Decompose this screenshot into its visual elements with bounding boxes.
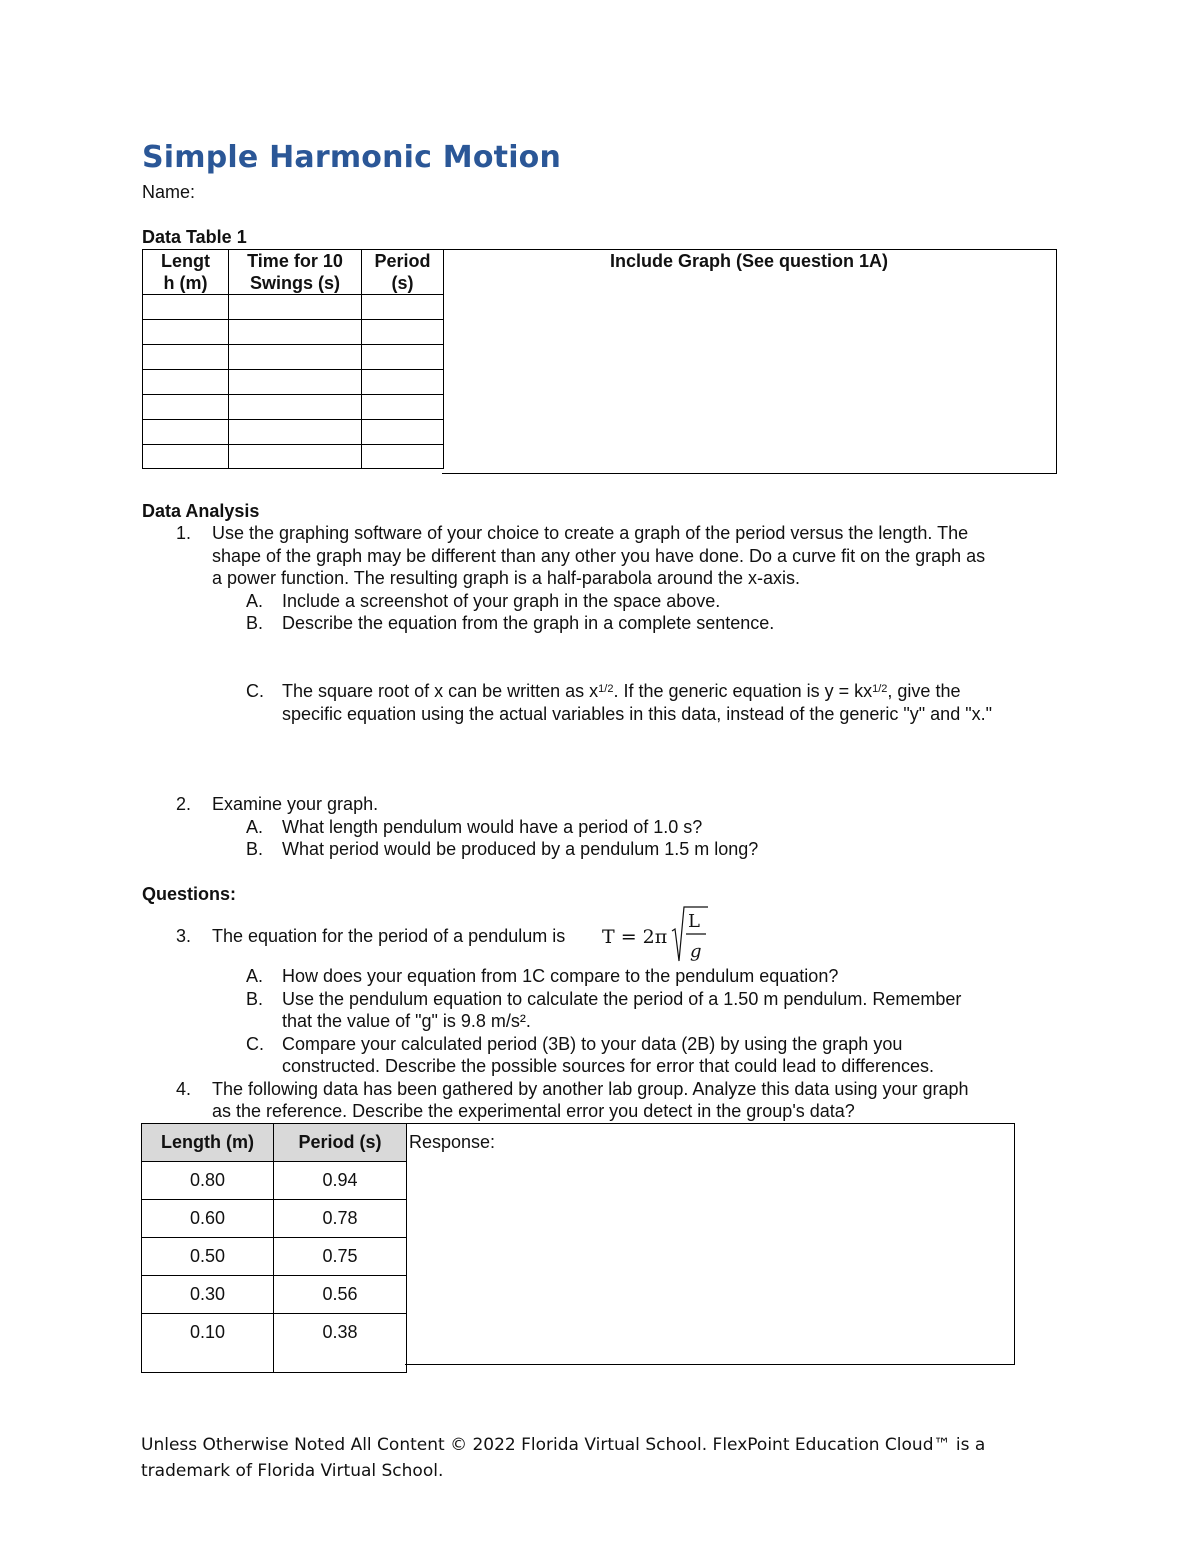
table-row xyxy=(142,1238,407,1276)
q3b-letter: B. xyxy=(246,989,264,1009)
q1c-part1: The square root of x can be written as x xyxy=(282,681,599,701)
graph-box[interactable] xyxy=(442,249,1057,474)
equation-denominator: g xyxy=(690,941,702,962)
table-row xyxy=(143,345,444,370)
data-table-1-heading: Data Table 1 xyxy=(142,227,247,247)
table-cell[interactable] xyxy=(229,320,362,345)
q1a-letter: A. xyxy=(246,591,264,611)
q3c-letter: C. xyxy=(246,1034,264,1054)
table-cell[interactable] xyxy=(362,395,444,420)
q2b-letter: B. xyxy=(246,839,264,859)
period-cell: 0.38 xyxy=(274,1314,407,1373)
table-row xyxy=(143,370,444,395)
length-cell: 0.50 xyxy=(142,1238,274,1276)
table-row xyxy=(142,1200,407,1238)
header-length-m: Length (m) xyxy=(142,1124,274,1162)
data-table-2 xyxy=(141,1123,407,1373)
q4-line-2: as the reference. Describe the experimental error you detect in the group's data? xyxy=(212,1101,855,1121)
table-cell[interactable] xyxy=(143,320,229,345)
table-cell[interactable] xyxy=(362,295,444,320)
response-label: Response: xyxy=(409,1132,496,1152)
pendulum-equation xyxy=(602,903,712,965)
q1-number: 1. xyxy=(176,523,192,543)
period-cell: 0.78 xyxy=(274,1200,407,1238)
header-length-line2: h (m) xyxy=(163,273,208,293)
period-cell: 0.94 xyxy=(274,1162,407,1200)
header-time-line1: Time for 10 xyxy=(247,251,343,271)
length-cell: 0.10 xyxy=(142,1314,274,1373)
q2b-text: What period would be produced by a pendulum 1.5 m long? xyxy=(282,839,759,859)
q1c-sup2: 1/2 xyxy=(872,683,888,695)
q2a-text: What length pendulum would have a period of 1.0 s? xyxy=(282,817,703,837)
header-period-line1: Period xyxy=(374,251,431,271)
table-cell[interactable] xyxy=(362,370,444,395)
q1a-text: Include a screenshot of your graph in the space above. xyxy=(282,591,721,611)
table-row xyxy=(143,395,444,420)
table-row xyxy=(143,420,444,445)
q1c-line-2: specific equation using the actual variables in this data, instead of the generic "y" and "x." xyxy=(282,704,992,724)
pendulum-equation-graphic xyxy=(602,903,712,965)
table-cell[interactable] xyxy=(229,370,362,395)
header-length xyxy=(143,250,229,295)
table-cell[interactable] xyxy=(229,295,362,320)
header-period-s: Period (s) xyxy=(274,1124,407,1162)
q1-line-1: Use the graphing software of your choice to create a graph of the period versus the length. The xyxy=(212,523,969,543)
q3-number: 3. xyxy=(176,926,192,946)
q1-line-2: shape of the graph may be different than any other you have done. Do a curve fit on the graph as xyxy=(212,546,986,566)
table-cell[interactable] xyxy=(362,445,444,469)
header-time-line2: Swings (s) xyxy=(249,273,340,293)
table-cell[interactable] xyxy=(229,445,362,469)
footer-line-2: trademark of Florida Virtual School. xyxy=(141,1461,444,1481)
graph-box-label: Include Graph (See question 1A) xyxy=(609,251,889,271)
q3b-line-2: that the value of "g" is 9.8 m/s². xyxy=(282,1011,531,1031)
equation-lhs: T = 2π xyxy=(602,926,668,948)
equation-numerator: L xyxy=(688,911,700,932)
length-cell: 0.60 xyxy=(142,1200,274,1238)
page-title: Simple Harmonic Motion xyxy=(142,140,562,175)
header-period xyxy=(362,250,444,295)
q1c-part3: , give the xyxy=(887,681,961,701)
table-cell[interactable] xyxy=(229,420,362,445)
q2-number: 2. xyxy=(176,794,192,814)
data-analysis-heading: Data Analysis xyxy=(142,501,260,521)
q3b-line-1: Use the pendulum equation to calculate the period of a 1.50 m pendulum. Remember xyxy=(282,989,962,1009)
table-cell[interactable] xyxy=(143,445,229,469)
q1c-sup1: 1/2 xyxy=(598,683,614,695)
table-cell[interactable] xyxy=(229,395,362,420)
length-cell: 0.80 xyxy=(142,1162,274,1200)
response-box[interactable] xyxy=(405,1123,1015,1365)
q1-line-3: a power function. The resulting graph is a half-parabola around the x-axis. xyxy=(212,568,801,588)
footer xyxy=(141,1432,1041,1484)
table-row xyxy=(142,1276,407,1314)
q4-line-1: The following data has been gathered by another lab group. Analyze this data using your graph xyxy=(212,1079,969,1099)
period-cell: 0.56 xyxy=(274,1276,407,1314)
q2-text: Examine your graph. xyxy=(212,794,379,814)
table-cell[interactable] xyxy=(362,420,444,445)
q3c-line-1: Compare your calculated period (3B) to your data (2B) by using the graph you xyxy=(282,1034,903,1054)
table-cell[interactable] xyxy=(143,345,229,370)
data-table-1 xyxy=(142,249,444,469)
q4-number: 4. xyxy=(176,1079,192,1099)
table-cell[interactable] xyxy=(362,345,444,370)
q1b-letter: B. xyxy=(246,613,264,633)
table-row xyxy=(142,1162,407,1200)
header-time xyxy=(229,250,362,295)
q1c-line-1 xyxy=(282,680,960,702)
header-period-line2: (s) xyxy=(391,273,414,293)
footer-line-1: Unless Otherwise Noted All Content © 2022 Florida Virtual School. FlexPoint Education Cloud™ is a xyxy=(141,1435,986,1455)
q3a-letter: A. xyxy=(246,966,264,986)
q3a-text: How does your equation from 1C compare to the pendulum equation? xyxy=(282,966,839,986)
q2a-letter: A. xyxy=(246,817,264,837)
table-row xyxy=(143,445,444,469)
table-cell[interactable] xyxy=(229,345,362,370)
q3c-line-2: constructed. Describe the possible sources for error that could lead to differences. xyxy=(282,1056,935,1076)
name-label: Name: xyxy=(142,182,196,202)
header-length-line1: Lengt xyxy=(161,251,210,271)
q1c-letter: C. xyxy=(246,681,264,701)
table-cell[interactable] xyxy=(143,395,229,420)
table-row xyxy=(143,295,444,320)
length-cell: 0.30 xyxy=(142,1276,274,1314)
table-cell[interactable] xyxy=(143,370,229,395)
table-cell[interactable] xyxy=(143,420,229,445)
q1c-part2: . If the generic equation is y = kx xyxy=(613,681,873,701)
table-row xyxy=(143,320,444,345)
q1b-text: Describe the equation from the graph in a complete sentence. xyxy=(282,613,775,633)
table-row xyxy=(142,1314,407,1373)
q3-text: The equation for the period of a pendulum is xyxy=(212,926,566,946)
table-cell[interactable] xyxy=(362,320,444,345)
table-cell[interactable] xyxy=(143,295,229,320)
period-cell: 0.75 xyxy=(274,1238,407,1276)
questions-heading: Questions: xyxy=(142,884,237,904)
